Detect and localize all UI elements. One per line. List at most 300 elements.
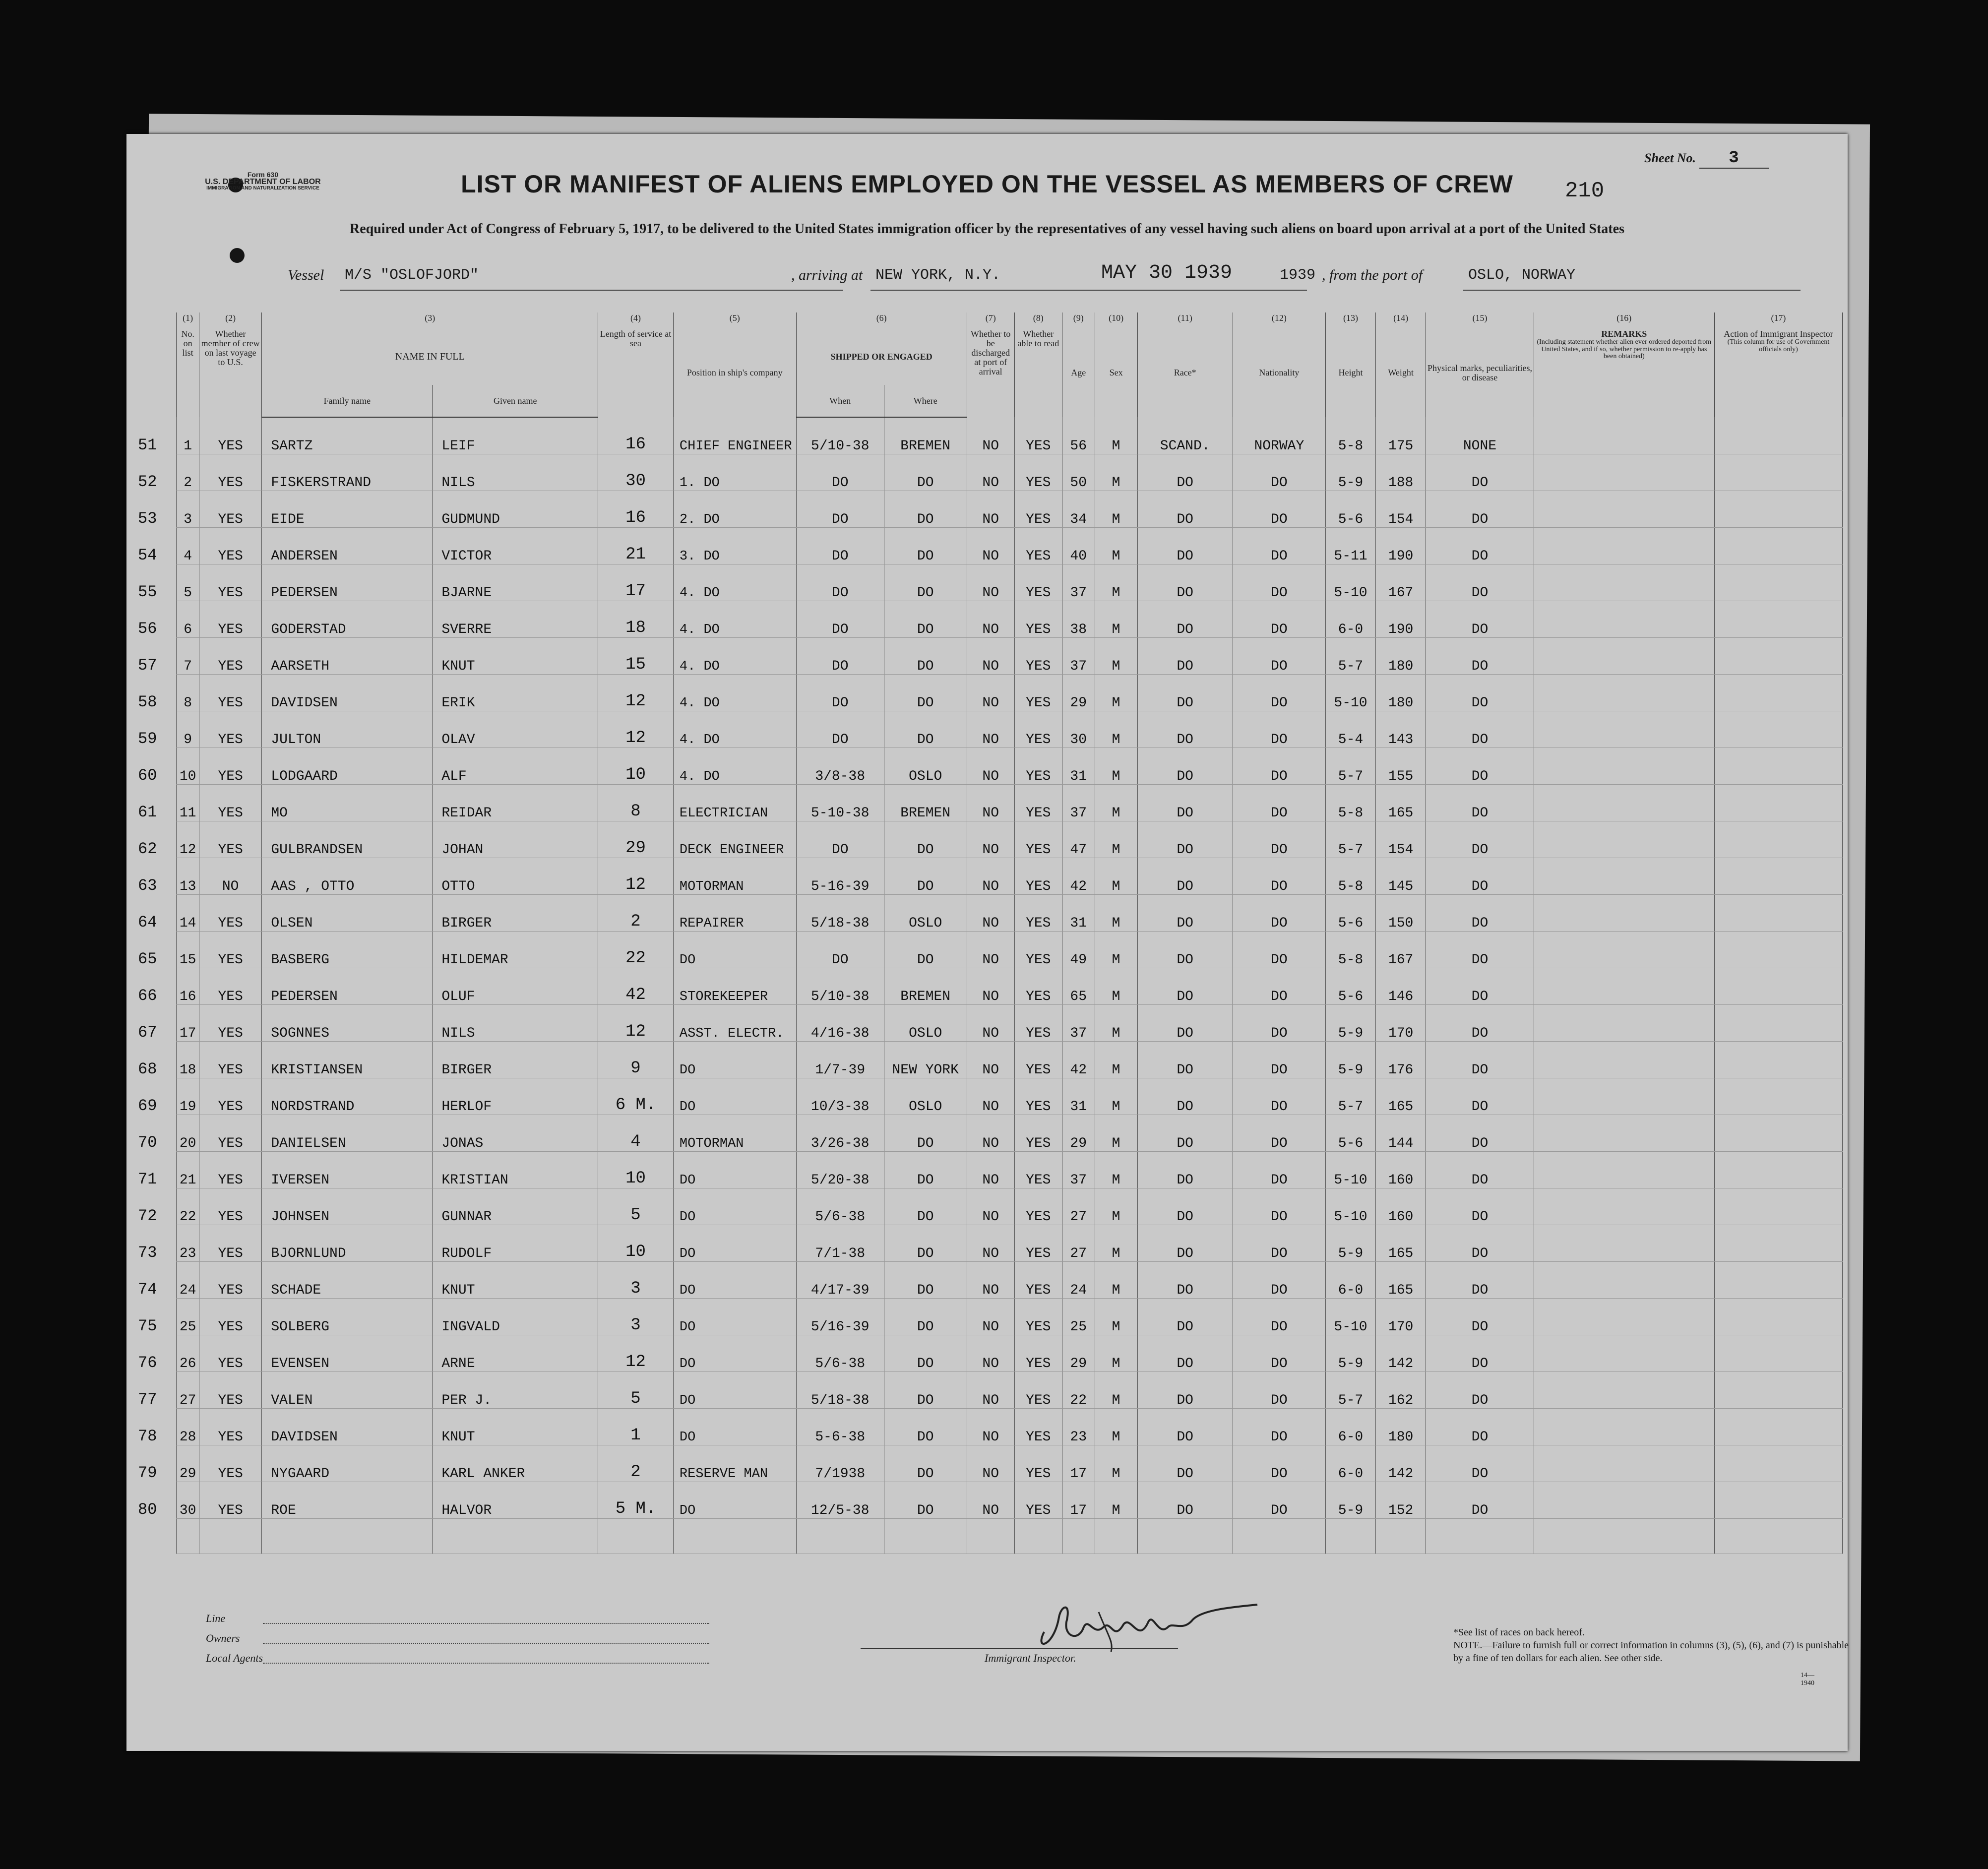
age-cell: 29 <box>1062 1335 1095 1372</box>
given-name-cell: INGVALD <box>433 1299 598 1335</box>
crew-table <box>136 312 1843 1554</box>
discharge-cell: NO <box>967 1409 1014 1445</box>
header-weight: Weight <box>1376 328 1426 417</box>
row-number-cell: 1 <box>177 417 199 454</box>
column-header-row <box>136 328 1843 385</box>
able-to-read-cell: YES <box>1014 454 1062 491</box>
family-name-cell: BJORNLUND <box>262 1225 433 1262</box>
race-cell: DO <box>1137 1005 1233 1042</box>
inspector-action-cell <box>1714 528 1842 564</box>
race-cell: DO <box>1137 454 1233 491</box>
row-number-cell: 19 <box>177 1078 199 1115</box>
weight-cell: 154 <box>1376 491 1426 528</box>
given-name-cell: HALVOR <box>433 1482 598 1519</box>
row-number-cell: 26 <box>177 1335 199 1372</box>
discharge-cell: NO <box>967 417 1014 454</box>
able-to-read-cell: YES <box>1014 1188 1062 1225</box>
length-of-service-cell: 30 <box>598 454 674 491</box>
sex-cell: M <box>1095 1445 1137 1482</box>
member-last-voyage-cell: YES <box>199 1078 261 1115</box>
blank-cell <box>199 1519 261 1554</box>
race-cell: DO <box>1137 895 1233 932</box>
table-row <box>136 748 1843 785</box>
sheet-line-number-cell: 79 <box>138 1463 157 1482</box>
shipped-where-cell: OSLO <box>884 895 967 932</box>
sex-cell: M <box>1095 491 1137 528</box>
race-cell: DO <box>1137 1299 1233 1335</box>
nationality-cell: DO <box>1233 1188 1325 1225</box>
race-cell: DO <box>1137 601 1233 638</box>
row-number-cell: 18 <box>177 1042 199 1078</box>
member-last-voyage-cell: YES <box>199 675 261 711</box>
sheet-line-number-cell: 59 <box>138 729 157 748</box>
table-row <box>136 1188 1843 1225</box>
length-of-service-cell: 5 <box>598 1372 674 1409</box>
member-last-voyage-cell: YES <box>199 711 261 748</box>
given-name-cell: RUDOLF <box>433 1225 598 1262</box>
length-of-service-cell: 1 <box>598 1409 674 1445</box>
inspector-action-cell <box>1714 1078 1842 1115</box>
position-cell: DECK ENGINEER <box>673 821 796 858</box>
height-cell: 5-8 <box>1325 417 1375 454</box>
shipped-where-cell: NEW YORK <box>884 1042 967 1078</box>
shipped-when-cell: DO <box>796 638 884 675</box>
member-last-voyage-cell: YES <box>199 1225 261 1262</box>
race-cell: DO <box>1137 564 1233 601</box>
given-name-cell: KNUT <box>433 638 598 675</box>
line-field <box>263 1623 709 1624</box>
physical-marks-cell: DO <box>1426 1445 1534 1482</box>
age-cell: 31 <box>1062 748 1095 785</box>
age-cell: 37 <box>1062 785 1095 821</box>
position-cell: 1. DO <box>673 454 796 491</box>
given-name-cell: SVERRE <box>433 601 598 638</box>
remarks-cell <box>1534 1225 1714 1262</box>
family-name-cell: IVERSEN <box>262 1152 433 1188</box>
col-number: (11) <box>1137 312 1233 328</box>
inspector-action-cell <box>1714 895 1842 932</box>
weight-cell: 188 <box>1376 454 1426 491</box>
nationality-cell: DO <box>1233 1042 1325 1078</box>
sheet-line-number-cell: 60 <box>138 766 157 785</box>
from-port-label: , from the port of <box>1322 267 1423 283</box>
inspector-signature-line <box>861 1648 1178 1649</box>
physical-marks-cell: DO <box>1426 1225 1534 1262</box>
header-member-last-voyage: Whether member of crew on last voyage to U.S. <box>199 328 261 417</box>
position-cell: 2. DO <box>673 491 796 528</box>
col-number: (16) <box>1534 312 1714 328</box>
sheet-line-number-cell: 70 <box>138 1133 157 1152</box>
inspector-label: Immigrant Inspector. <box>985 1652 1076 1664</box>
nationality-cell: DO <box>1233 1482 1325 1519</box>
sheet-line-number-cell: 52 <box>138 472 157 491</box>
weight-cell: 142 <box>1376 1445 1426 1482</box>
position-cell: DO <box>673 1409 796 1445</box>
inspector-action-cell <box>1714 1152 1842 1188</box>
family-name-cell: ROE <box>262 1482 433 1519</box>
table-row <box>136 1299 1843 1335</box>
blank-cell <box>1325 1519 1375 1554</box>
shipped-where-cell: DO <box>884 1372 967 1409</box>
family-name-cell: LODGAARD <box>262 748 433 785</box>
nationality-cell: DO <box>1233 1335 1325 1372</box>
shipped-where-cell: DO <box>884 1115 967 1152</box>
sex-cell: M <box>1095 417 1137 454</box>
position-cell: ELECTRICIAN <box>673 785 796 821</box>
given-name-cell: REIDAR <box>433 785 598 821</box>
nationality-cell: DO <box>1233 932 1325 968</box>
table-row-blank <box>136 1519 1843 1554</box>
nationality-cell: DO <box>1233 1078 1325 1115</box>
sheet-number <box>1644 149 1769 169</box>
race-cell: DO <box>1137 675 1233 711</box>
shipped-when-cell: 1/7-39 <box>796 1042 884 1078</box>
discharge-cell: NO <box>967 1482 1014 1519</box>
row-number-cell: 6 <box>177 601 199 638</box>
physical-marks-cell: DO <box>1426 748 1534 785</box>
remarks-cell <box>1534 1409 1714 1445</box>
physical-marks-cell: DO <box>1426 1078 1534 1115</box>
weight-cell: 165 <box>1376 1262 1426 1299</box>
height-cell: 5-8 <box>1325 785 1375 821</box>
shipped-where-cell: DO <box>884 711 967 748</box>
col-number: (12) <box>1233 312 1325 328</box>
family-name-cell: EIDE <box>262 491 433 528</box>
discharge-cell: NO <box>967 821 1014 858</box>
blank-cell <box>1426 1519 1534 1554</box>
remarks-cell <box>1534 1299 1714 1335</box>
able-to-read-cell: YES <box>1014 1115 1062 1152</box>
given-name-cell: ALF <box>433 748 598 785</box>
physical-marks-cell: DO <box>1426 895 1534 932</box>
shipped-where-cell: DO <box>884 932 967 968</box>
able-to-read-cell: YES <box>1014 528 1062 564</box>
shipped-when-cell: DO <box>796 711 884 748</box>
inspector-action-cell <box>1714 675 1842 711</box>
shipped-when-cell: 5/18-38 <box>796 1372 884 1409</box>
physical-marks-cell: DO <box>1426 1152 1534 1188</box>
shipped-where-cell: DO <box>884 821 967 858</box>
length-of-service-cell: 3 <box>598 1262 674 1299</box>
shipped-where-cell: DO <box>884 675 967 711</box>
sheet-line-number-cell: 51 <box>138 436 157 454</box>
family-name-cell: OLSEN <box>262 895 433 932</box>
discharge-cell: NO <box>967 1299 1014 1335</box>
given-name-cell: NILS <box>433 1005 598 1042</box>
inspector-action-cell <box>1714 1115 1842 1152</box>
physical-marks-cell: DO <box>1426 785 1534 821</box>
weight-cell: 180 <box>1376 638 1426 675</box>
sex-cell: M <box>1095 748 1137 785</box>
able-to-read-cell: YES <box>1014 1482 1062 1519</box>
row-number-cell: 27 <box>177 1372 199 1409</box>
race-cell: DO <box>1137 1262 1233 1299</box>
age-cell: 42 <box>1062 1042 1095 1078</box>
height-cell: 6-0 <box>1325 1445 1375 1482</box>
remarks-cell <box>1534 1042 1714 1078</box>
sex-cell: M <box>1095 1482 1137 1519</box>
shipped-when-cell: DO <box>796 601 884 638</box>
position-cell: DO <box>673 1262 796 1299</box>
shipped-when-cell: 12/5-38 <box>796 1482 884 1519</box>
able-to-read-cell: YES <box>1014 968 1062 1005</box>
given-name-cell: KARL ANKER <box>433 1445 598 1482</box>
discharge-cell: NO <box>967 1005 1014 1042</box>
family-name-cell: DAVIDSEN <box>262 1409 433 1445</box>
race-cell: DO <box>1137 748 1233 785</box>
race-cell: DO <box>1137 638 1233 675</box>
shipped-where-cell: DO <box>884 1188 967 1225</box>
discharge-cell: NO <box>967 858 1014 895</box>
shipped-when-cell: 7/1938 <box>796 1445 884 1482</box>
given-name-cell: KNUT <box>433 1409 598 1445</box>
shipped-when-cell: 5/10-38 <box>796 968 884 1005</box>
sex-cell: M <box>1095 1262 1137 1299</box>
sheet-line-number-cell: 78 <box>138 1427 157 1445</box>
height-cell: 5-9 <box>1325 1482 1375 1519</box>
blank-cell <box>136 1519 177 1554</box>
header-family-name: Family name <box>262 385 433 417</box>
able-to-read-cell: YES <box>1014 1005 1062 1042</box>
col-number: (7) <box>967 312 1014 328</box>
col-number: (13) <box>1325 312 1375 328</box>
arriving-port: NEW YORK, N.Y. <box>875 267 1001 284</box>
local-agents-field <box>263 1663 709 1664</box>
age-cell: 29 <box>1062 1115 1095 1152</box>
sheet-line-number-cell: 58 <box>138 692 157 711</box>
race-cell: DO <box>1137 1078 1233 1115</box>
sex-cell: M <box>1095 785 1137 821</box>
physical-marks-cell: DO <box>1426 1299 1534 1335</box>
discharge-cell: NO <box>967 748 1014 785</box>
row-number-cell: 8 <box>177 675 199 711</box>
shipped-where-cell: OSLO <box>884 1005 967 1042</box>
row-number-cell: 25 <box>177 1299 199 1335</box>
row-number-cell: 4 <box>177 528 199 564</box>
discharge-cell: NO <box>967 1078 1014 1115</box>
blank-cell <box>1534 1519 1714 1554</box>
race-cell: DO <box>1137 1409 1233 1445</box>
given-name-cell: JOHAN <box>433 821 598 858</box>
sheet-line-number-cell: 62 <box>138 839 157 858</box>
length-of-service-cell: 9 <box>598 1042 674 1078</box>
height-cell: 5-6 <box>1325 491 1375 528</box>
inspector-action-cell <box>1714 491 1842 528</box>
sex-cell: M <box>1095 1005 1137 1042</box>
discharge-cell: NO <box>967 601 1014 638</box>
discharge-cell: NO <box>967 932 1014 968</box>
table-row <box>136 1005 1843 1042</box>
shipped-when-cell: 7/1-38 <box>796 1225 884 1262</box>
inspector-action-cell <box>1714 821 1842 858</box>
sheet-line-number-cell: 66 <box>138 986 157 1005</box>
nationality-cell: DO <box>1233 1445 1325 1482</box>
table-row <box>136 785 1843 821</box>
physical-marks-cell: DO <box>1426 675 1534 711</box>
crew-rows <box>136 417 1843 1554</box>
sex-cell: M <box>1095 711 1137 748</box>
member-last-voyage-cell: YES <box>199 1005 261 1042</box>
position-cell: DO <box>673 1225 796 1262</box>
member-last-voyage-cell: YES <box>199 748 261 785</box>
discharge-cell: NO <box>967 1372 1014 1409</box>
age-cell: 23 <box>1062 1409 1095 1445</box>
header-no-on-list: No. on list <box>177 328 199 417</box>
shipped-when-cell: 5-16-39 <box>796 858 884 895</box>
remarks-cell <box>1534 638 1714 675</box>
able-to-read-cell: YES <box>1014 417 1062 454</box>
shipped-when-cell: 3/26-38 <box>796 1115 884 1152</box>
weight-cell: 144 <box>1376 1115 1426 1152</box>
header-given-name: Given name <box>433 385 598 417</box>
given-name-cell: GUDMUND <box>433 491 598 528</box>
able-to-read-cell: YES <box>1014 1225 1062 1262</box>
header-length-of-service: Length of service at sea <box>598 328 674 417</box>
race-cell: DO <box>1137 858 1233 895</box>
page-reference: 210 <box>1565 179 1605 203</box>
member-last-voyage-cell: YES <box>199 1409 261 1445</box>
height-cell: 5-8 <box>1325 932 1375 968</box>
age-cell: 31 <box>1062 895 1095 932</box>
given-name-cell: ERIK <box>433 675 598 711</box>
row-number-cell: 11 <box>177 785 199 821</box>
member-last-voyage-cell: YES <box>199 1262 261 1299</box>
sheet-line-number-cell: 74 <box>138 1280 157 1299</box>
weight-cell: 143 <box>1376 711 1426 748</box>
shipped-where-cell: BREMEN <box>884 785 967 821</box>
sex-cell: M <box>1095 1372 1137 1409</box>
age-cell: 31 <box>1062 1078 1095 1115</box>
header-physical-marks: Physical marks, peculiarities, or disease <box>1426 328 1534 417</box>
given-name-cell: ARNE <box>433 1335 598 1372</box>
position-cell: 4. DO <box>673 748 796 785</box>
inspector-action-cell <box>1714 1335 1842 1372</box>
table-row <box>136 564 1843 601</box>
sex-cell: M <box>1095 1409 1137 1445</box>
service: IMMIGRATION AND NATURALIZATION SERVICE <box>206 186 319 191</box>
owners-field <box>263 1643 709 1644</box>
inspector-action-cell <box>1714 601 1842 638</box>
height-cell: 5-7 <box>1325 1372 1375 1409</box>
remarks-cell <box>1534 564 1714 601</box>
weight-cell: 190 <box>1376 528 1426 564</box>
sheet-number-value: 3 <box>1699 149 1769 169</box>
blank-cell <box>433 1519 598 1554</box>
able-to-read-cell: YES <box>1014 1262 1062 1299</box>
able-to-read-cell: YES <box>1014 1335 1062 1372</box>
inspector-action-cell <box>1714 748 1842 785</box>
owners-label: Owners <box>206 1632 240 1644</box>
length-of-service-cell: 29 <box>598 821 674 858</box>
able-to-read-cell: YES <box>1014 601 1062 638</box>
shipped-where-cell: DO <box>884 638 967 675</box>
row-number-cell: 9 <box>177 711 199 748</box>
sex-cell: M <box>1095 1225 1137 1262</box>
table-row <box>136 417 1843 454</box>
position-cell: 4. DO <box>673 675 796 711</box>
position-cell: DO <box>673 1335 796 1372</box>
shipped-where-cell: DO <box>884 564 967 601</box>
remarks-cell <box>1534 1188 1714 1225</box>
col-number: (6) <box>796 312 967 328</box>
table-row <box>136 1372 1843 1409</box>
department: U.S. DEPARTMENT OF LABOR <box>205 178 321 186</box>
action-title: Action of Immigrant Inspector <box>1724 329 1833 339</box>
age-cell: 38 <box>1062 601 1095 638</box>
weight-cell: 190 <box>1376 601 1426 638</box>
blank-cell <box>1062 1519 1095 1554</box>
action-note: (This column for use of Government officials only) <box>1727 338 1830 353</box>
position-cell: 4. DO <box>673 638 796 675</box>
sheet-line-number-cell: 63 <box>138 876 157 895</box>
member-last-voyage-cell: YES <box>199 1299 261 1335</box>
sex-cell: M <box>1095 968 1137 1005</box>
row-number-cell: 17 <box>177 1005 199 1042</box>
shipped-when-cell: DO <box>796 454 884 491</box>
weight-cell: 170 <box>1376 1299 1426 1335</box>
length-of-service-cell: 12 <box>598 711 674 748</box>
remarks-cell <box>1534 785 1714 821</box>
table-row <box>136 491 1843 528</box>
row-number-cell: 24 <box>177 1262 199 1299</box>
age-cell: 17 <box>1062 1482 1095 1519</box>
shipped-where-cell: DO <box>884 1225 967 1262</box>
physical-marks-cell: DO <box>1426 454 1534 491</box>
remarks-cell <box>1534 417 1714 454</box>
sex-cell: M <box>1095 1078 1137 1115</box>
table-row <box>136 1409 1843 1445</box>
blank-cell <box>1137 1519 1233 1554</box>
inspector-action-cell <box>1714 1409 1842 1445</box>
length-of-service-cell: 12 <box>598 1335 674 1372</box>
nationality-cell: DO <box>1233 1115 1325 1152</box>
races-note: *See list of races on back hereof. <box>1453 1627 1585 1638</box>
blank-cell <box>796 1519 884 1554</box>
sex-cell: M <box>1095 638 1137 675</box>
weight-cell: 176 <box>1376 1042 1426 1078</box>
shipped-where-cell: DO <box>884 491 967 528</box>
height-cell: 5-6 <box>1325 968 1375 1005</box>
race-cell: DO <box>1137 1372 1233 1409</box>
age-cell: 37 <box>1062 1152 1095 1188</box>
remarks-cell <box>1534 1372 1714 1409</box>
sex-cell: M <box>1095 1335 1137 1372</box>
crew-manifest-table <box>136 312 1843 1554</box>
header-age: Age <box>1062 328 1095 417</box>
discharge-cell: NO <box>967 1188 1014 1225</box>
table-row <box>136 858 1843 895</box>
weight-cell: 180 <box>1376 1409 1426 1445</box>
age-cell: 27 <box>1062 1188 1095 1225</box>
able-to-read-cell: YES <box>1014 711 1062 748</box>
member-last-voyage-cell: YES <box>199 1372 261 1409</box>
col-number: (5) <box>673 312 796 328</box>
row-number-cell: 12 <box>177 821 199 858</box>
arrival-year: 1939 <box>1280 267 1316 284</box>
given-name-cell: KRISTIAN <box>433 1152 598 1188</box>
table-row <box>136 1445 1843 1482</box>
table-row <box>136 1262 1843 1299</box>
shipped-when-cell: 5/6-38 <box>796 1335 884 1372</box>
able-to-read-cell: YES <box>1014 1445 1062 1482</box>
discharge-cell: NO <box>967 491 1014 528</box>
vessel-label: Vessel <box>288 267 324 283</box>
physical-marks-cell: DO <box>1426 711 1534 748</box>
shipped-where-cell: DO <box>884 1299 967 1335</box>
race-cell: DO <box>1137 968 1233 1005</box>
blank-cell <box>673 1519 796 1554</box>
length-of-service-cell: 3 <box>598 1299 674 1335</box>
